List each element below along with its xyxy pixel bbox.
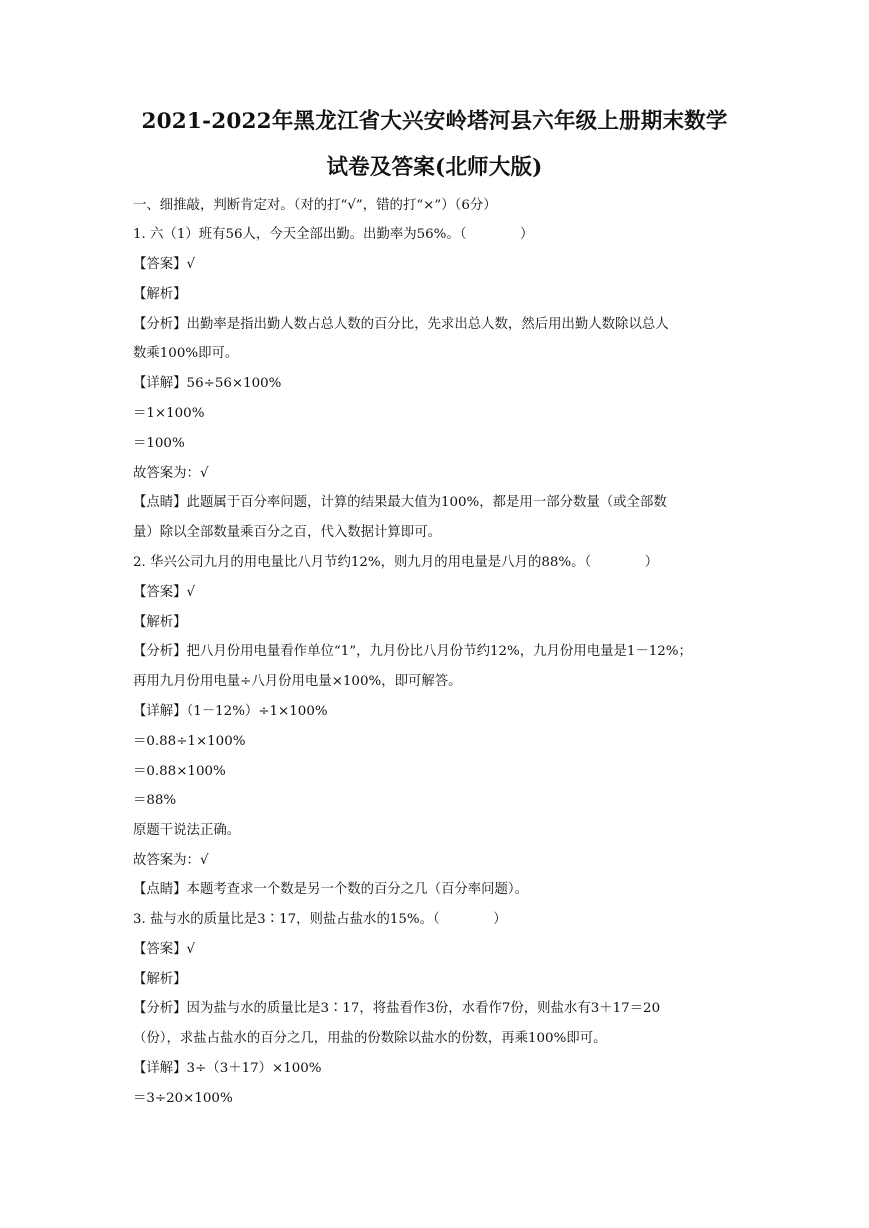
solution-step: ＝88% bbox=[133, 793, 177, 808]
solution-text: 【详解】3÷（3＋17）×100% bbox=[133, 1061, 322, 1076]
analysis-text: 数乘100%即可。 bbox=[133, 346, 239, 361]
analysis-text: 再用九月份用电量÷八月份用电量×100%，即可解答。 bbox=[133, 674, 462, 689]
document-title-line-2: 试卷及答案(北师大版) bbox=[326, 155, 543, 180]
analysis-text: 【分析】出勤率是指出勤人数占总人数的百分比，先求出总人数，然后用出勤人数除以总人 bbox=[133, 317, 669, 332]
solution-text: 【详解】（1－12%）÷1×100% bbox=[133, 704, 328, 719]
analysis-text: 【分析】因为盐与水的质量比是3∶17，将盐看作3份，水看作7份，则盐水有3＋17＝20 bbox=[133, 1001, 661, 1016]
conclusion-text: 故答案为：√ bbox=[133, 853, 209, 868]
comment-text: 量）除以全部数量乘百分之百，代入数据计算即可。 bbox=[133, 525, 441, 540]
question-2: 2. 华兴公司九月的用电量比八月节约12%，则九月的用电量是八月的88%。（ ） bbox=[133, 555, 659, 570]
analysis-label: 【解析】 bbox=[133, 615, 187, 630]
analysis-text: 【分析】把八月份用电量看作单位“1”，九月份比八月份节约12%，九月份用电量是1－12%； bbox=[133, 644, 692, 659]
solution-step: ＝100% bbox=[133, 436, 185, 451]
document-title-line-1: 2021-2022年黑龙江省大兴安岭塔河县六年级上册期末数学 bbox=[141, 109, 728, 134]
answer-label: 【答案】√ bbox=[133, 585, 196, 600]
solution-step: ＝0.88÷1×100% bbox=[133, 734, 246, 749]
analysis-label: 【解析】 bbox=[133, 287, 187, 302]
answer-label: 【答案】√ bbox=[133, 942, 196, 957]
solution-text: 【详解】56÷56×100% bbox=[133, 376, 282, 391]
question-1: 1. 六（1）班有56人，今天全部出勤。出勤率为56%。（ ） bbox=[133, 227, 534, 242]
comment-text: 【点睛】本题考查求一个数是另一个数的百分之几（百分率问题）。 bbox=[133, 882, 529, 897]
answer-label: 【答案】√ bbox=[133, 257, 196, 272]
conclusion-text: 原题干说法正确。 bbox=[133, 823, 241, 838]
solution-step: ＝3÷20×100% bbox=[133, 1091, 233, 1106]
conclusion-text: 故答案为：√ bbox=[133, 466, 209, 481]
analysis-label: 【解析】 bbox=[133, 972, 187, 987]
section-heading: 一、细推敲，判断肯定对。（对的打“√”，错的打“×”）（6分） bbox=[133, 198, 497, 213]
solution-step: ＝0.88×100% bbox=[133, 764, 226, 779]
solution-step: ＝1×100% bbox=[133, 406, 205, 421]
question-3: 3. 盐与水的质量比是3∶17，则盐占盐水的15%。（ ） bbox=[133, 912, 507, 927]
analysis-text: （份），求盐占盐水的百分之几，用盐的份数除以盐水的份数，再乘100%即可。 bbox=[133, 1031, 607, 1046]
comment-text: 【点睛】此题属于百分率问题，计算的结果最大值为100%，都是用一部分数量（或全部数 bbox=[133, 495, 667, 510]
